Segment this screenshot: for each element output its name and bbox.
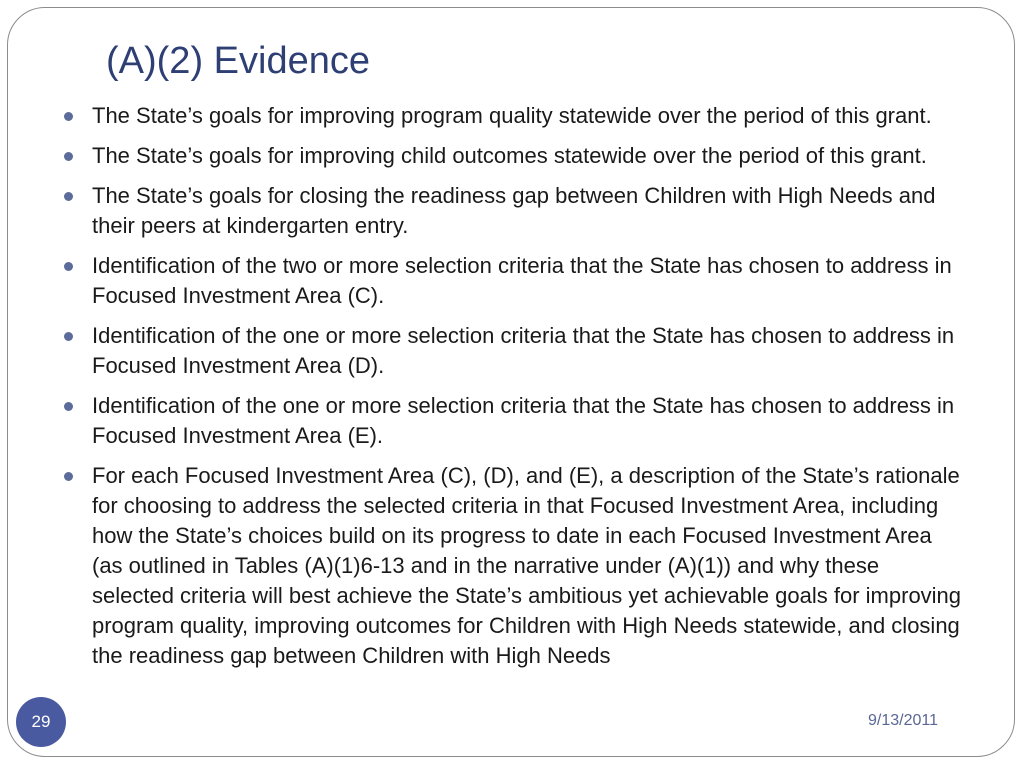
bullet-text: The State’s goals for improving program quality statewide over the period of this grant.: [92, 103, 932, 128]
list-item: [64, 461, 964, 671]
bullet-icon: [64, 332, 73, 341]
bullet-icon: [64, 262, 73, 271]
bullet-icon: [64, 192, 73, 201]
list-item: [64, 251, 964, 311]
slide-date: 9/13/2011: [868, 712, 938, 729]
bullet-list: [64, 101, 964, 681]
bullet-icon: [64, 472, 73, 481]
list-item: [64, 181, 964, 241]
list-item: [64, 101, 964, 131]
bullet-icon: [64, 112, 73, 121]
bullet-text: Identification of the one or more selection criteria that the State has chosen to address in Focused Investment Area (D).: [92, 323, 955, 378]
slide-title: (A)(2) Evidence: [106, 40, 370, 82]
bullet-icon: [64, 152, 73, 161]
bullet-text: Identification of the one or more selection criteria that the State has chosen to address in Focused Investment Area (E).: [92, 393, 955, 448]
bullet-icon: [64, 402, 73, 411]
bullet-text: The State’s goals for closing the readiness gap between Children with High Needs and their peers at kindergarten entry.: [92, 183, 936, 238]
bullet-text: The State’s goals for improving child outcomes statewide over the period of this grant.: [92, 143, 927, 168]
list-item: [64, 321, 964, 381]
page-number-badge: 29: [16, 697, 66, 747]
list-item: [64, 141, 964, 171]
list-item: [64, 391, 964, 451]
bullet-text: Identification of the two or more selection criteria that the State has chosen to address in Focused Investment Area (C).: [92, 253, 952, 308]
bullet-text: For each Focused Investment Area (C), (D), and (E), a description of the State’s rationale for choosing to address the selected criteria in that Focused Investment Area, including how the State’s choices build on its progress to date in each Focused Investment Area (as outlined in Tables (A)(1)6-13 and in the narrative under (A)(1)) and why these selected criteria will best achieve the State’s ambitious yet achievable goals for improving program quality, improving outcomes for Children with High Needs statewide, and closing the readiness gap between Children with High Needs: [92, 463, 962, 668]
